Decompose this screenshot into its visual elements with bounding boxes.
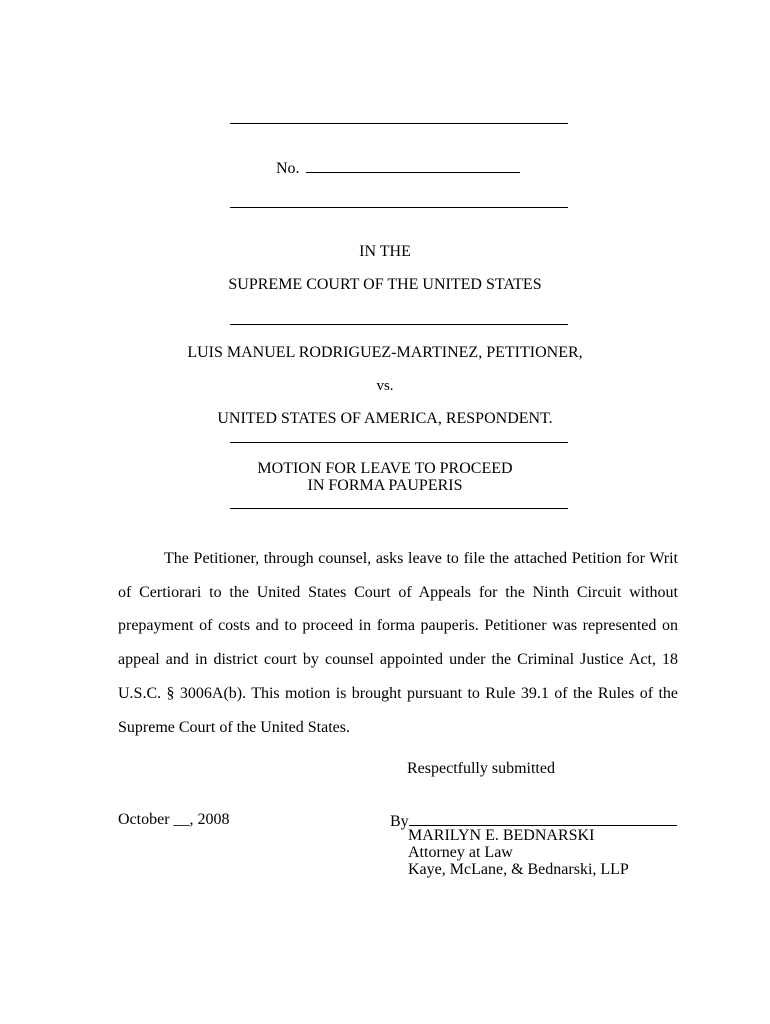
law-firm-name: Kaye, McLane, & Bednarski, LLP	[408, 861, 629, 878]
separator-line	[230, 508, 568, 509]
motion-body	[118, 542, 678, 744]
docket-number-blank	[306, 158, 520, 173]
docket-number-line	[276, 158, 520, 178]
docket-prefix: No.	[276, 160, 300, 177]
court-heading-line2: SUPREME COURT OF THE UNITED STATES	[228, 276, 542, 293]
motion-paragraph: The Petitioner, through counsel, asks leave to file the attached Petition for Writ of Certiorari to the United States Court of Appeals for the Ninth Circuit without prepayment of costs and to proceed in forma pauperis. Petitioner was represented on appeal and in district court by counsel appointed under the Criminal Justice Act, 18 U.S.C. § 3006A(b). This motion is brought pursuant to Rule 39.1 of the Rules of the Supreme Court of the United States.	[118, 550, 678, 736]
separator-line	[230, 442, 568, 443]
motion-title-line1: MOTION FOR LEAVE TO PROCEED	[257, 460, 513, 477]
respectfully-submitted: Respectfully submitted	[407, 760, 555, 777]
versus-label: vs.	[376, 378, 394, 394]
separator-line	[230, 207, 568, 208]
signature-date: October __, 2008	[118, 811, 230, 828]
separator-line	[230, 123, 568, 124]
attorney-title: Attorney at Law	[408, 844, 513, 861]
motion-title-line2: IN FORMA PAUPERIS	[307, 477, 463, 494]
attorney-name: MARILYN E. BEDNARSKI	[408, 827, 595, 844]
petitioner-name: LUIS MANUEL RODRIGUEZ-MARTINEZ, PETITIONER,	[187, 344, 583, 361]
respondent-name: UNITED STATES OF AMERICA, RESPONDENT.	[217, 410, 553, 427]
signature-block	[408, 827, 629, 878]
separator-line	[230, 324, 568, 325]
by-label: By	[390, 813, 409, 830]
signature-blank	[409, 811, 677, 826]
court-heading-line1: IN THE	[359, 243, 411, 260]
